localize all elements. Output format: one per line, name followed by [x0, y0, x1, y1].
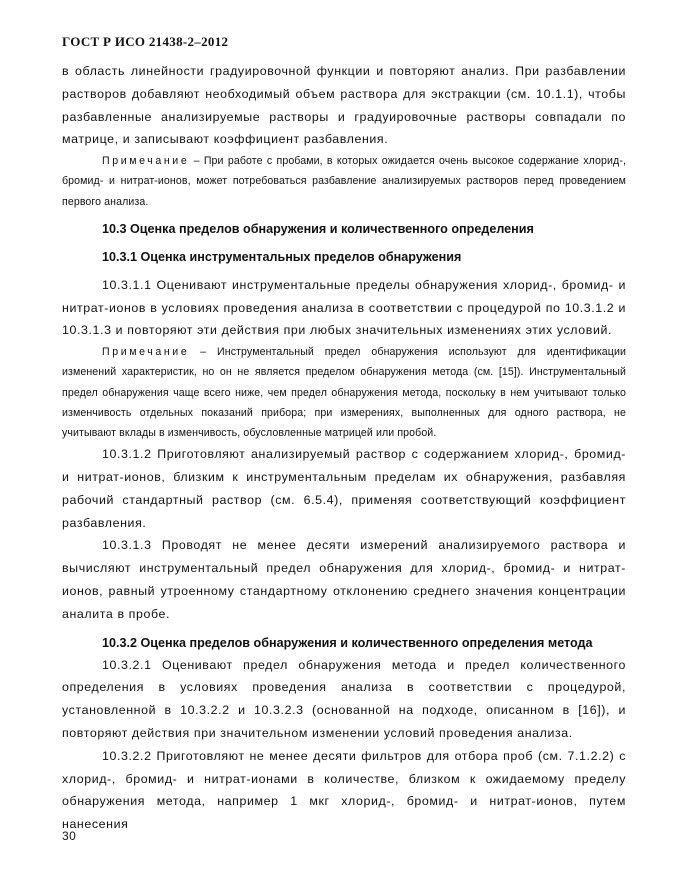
note-label: Примечание: [102, 155, 190, 168]
note-2: [62, 342, 626, 443]
paragraph-10-3-1-2: 10.3.1.2 Приготовляют анализируемый раствор с содержанием хлорид-, бромид- и нитрат-ионов, близким к инструментальным пределам их обнаружения, разбавляя рабочий стандартный раствор (см. 6.5.4), применяя соответствующий коэффициент разбавления.: [62, 447, 626, 530]
page-number: 30: [62, 829, 77, 843]
paragraph-10-3-1-1: 10.3.1.1 Оценивают инструментальные пределы обнаружения хлорид-, бромид- и нитрат-ионов в условиях проведения анализа в соответствии с процедурой по 10.3.1.2 и 10.3.1.3 и повторяют эти действия при любых значительных изменениях этих условий.: [62, 277, 626, 338]
paragraph-10-3-1-3: 10.3.1.3 Проводят не менее десяти измерений анализируемого раствора и вычисляют инструментальный предел обнаружения для хлорид-, бромид- и нитрат-ионов, равный утроенному стандартному отклонению среднего значения концентрации аналита в пробе.: [62, 538, 626, 621]
note-1: [62, 151, 626, 212]
heading-10-3: 10.3 Оценка пределов обнаружения и количественного определения: [102, 221, 534, 236]
paragraph-intro: в область линейности градуировочной функции и повторяют анализ. При разбавлении растворов добавляют необходимый объем раствора для экстракции (см. 10.1.1), чтобы разбавленные анализируемые растворы и градуировочные растворы совпадали по матрице, и записывают коэффициент разбавления.: [62, 64, 626, 147]
note-label: Примечание: [102, 346, 190, 359]
paragraph-10-3-2-1: 10.3.2.1 Оценивают предел обнаружения метода и предел количественного определения в условиях проведения анализа в соответствии с процедурой, установленной в 10.3.2.2 и 10.3.2.3 (основанной на подходе, описанном в [16]), и повторяют действия при значительном изменении условий проведения анализа.: [62, 657, 626, 740]
note-text: – Инструментальный предел обнаружения используют для идентификации изменений характеристик, но он не является пределом обнаружения метода (см. [15]). Инструментальный предел обнаружения чаще всего ниже, чем предел обнаружения метода, поскольку в нем учитывают только изменчивость отдельных показаний прибора; при измерениях, выполненных для одного раствора, не учитывают вклады в изменчивость, обусловленные матрицей или пробой.: [62, 346, 626, 439]
document-code-header: ГОСТ Р ИСО 21438-2–2012: [62, 34, 229, 49]
document-page: [62, 34, 626, 836]
paragraph-10-3-2-2: 10.3.2.2 Приготовляют не менее десяти фильтров для отбора проб (см. 7.1.2.2) с хлорид-, бромид- и нитрат-ионами в количестве, близком к ожидаемому пределу обнаружения метода, например 1 мкг хлорид-, бромид- и нитрат-ионов, путем нанесения: [62, 748, 626, 832]
heading-10-3-2: 10.3.2 Оценка пределов обнаружения и количественного определения метода: [102, 635, 593, 650]
heading-10-3-1: 10.3.1 Оценка инструментальных пределов обнаружения: [102, 249, 462, 264]
note-text: – При работе с пробами, в которых ожидается очень высокое содержание хлорид-, бромид- и нитрат-ионов, может потребоваться разбавление анализируемых растворов перед проведением первого анализа.: [62, 155, 626, 208]
